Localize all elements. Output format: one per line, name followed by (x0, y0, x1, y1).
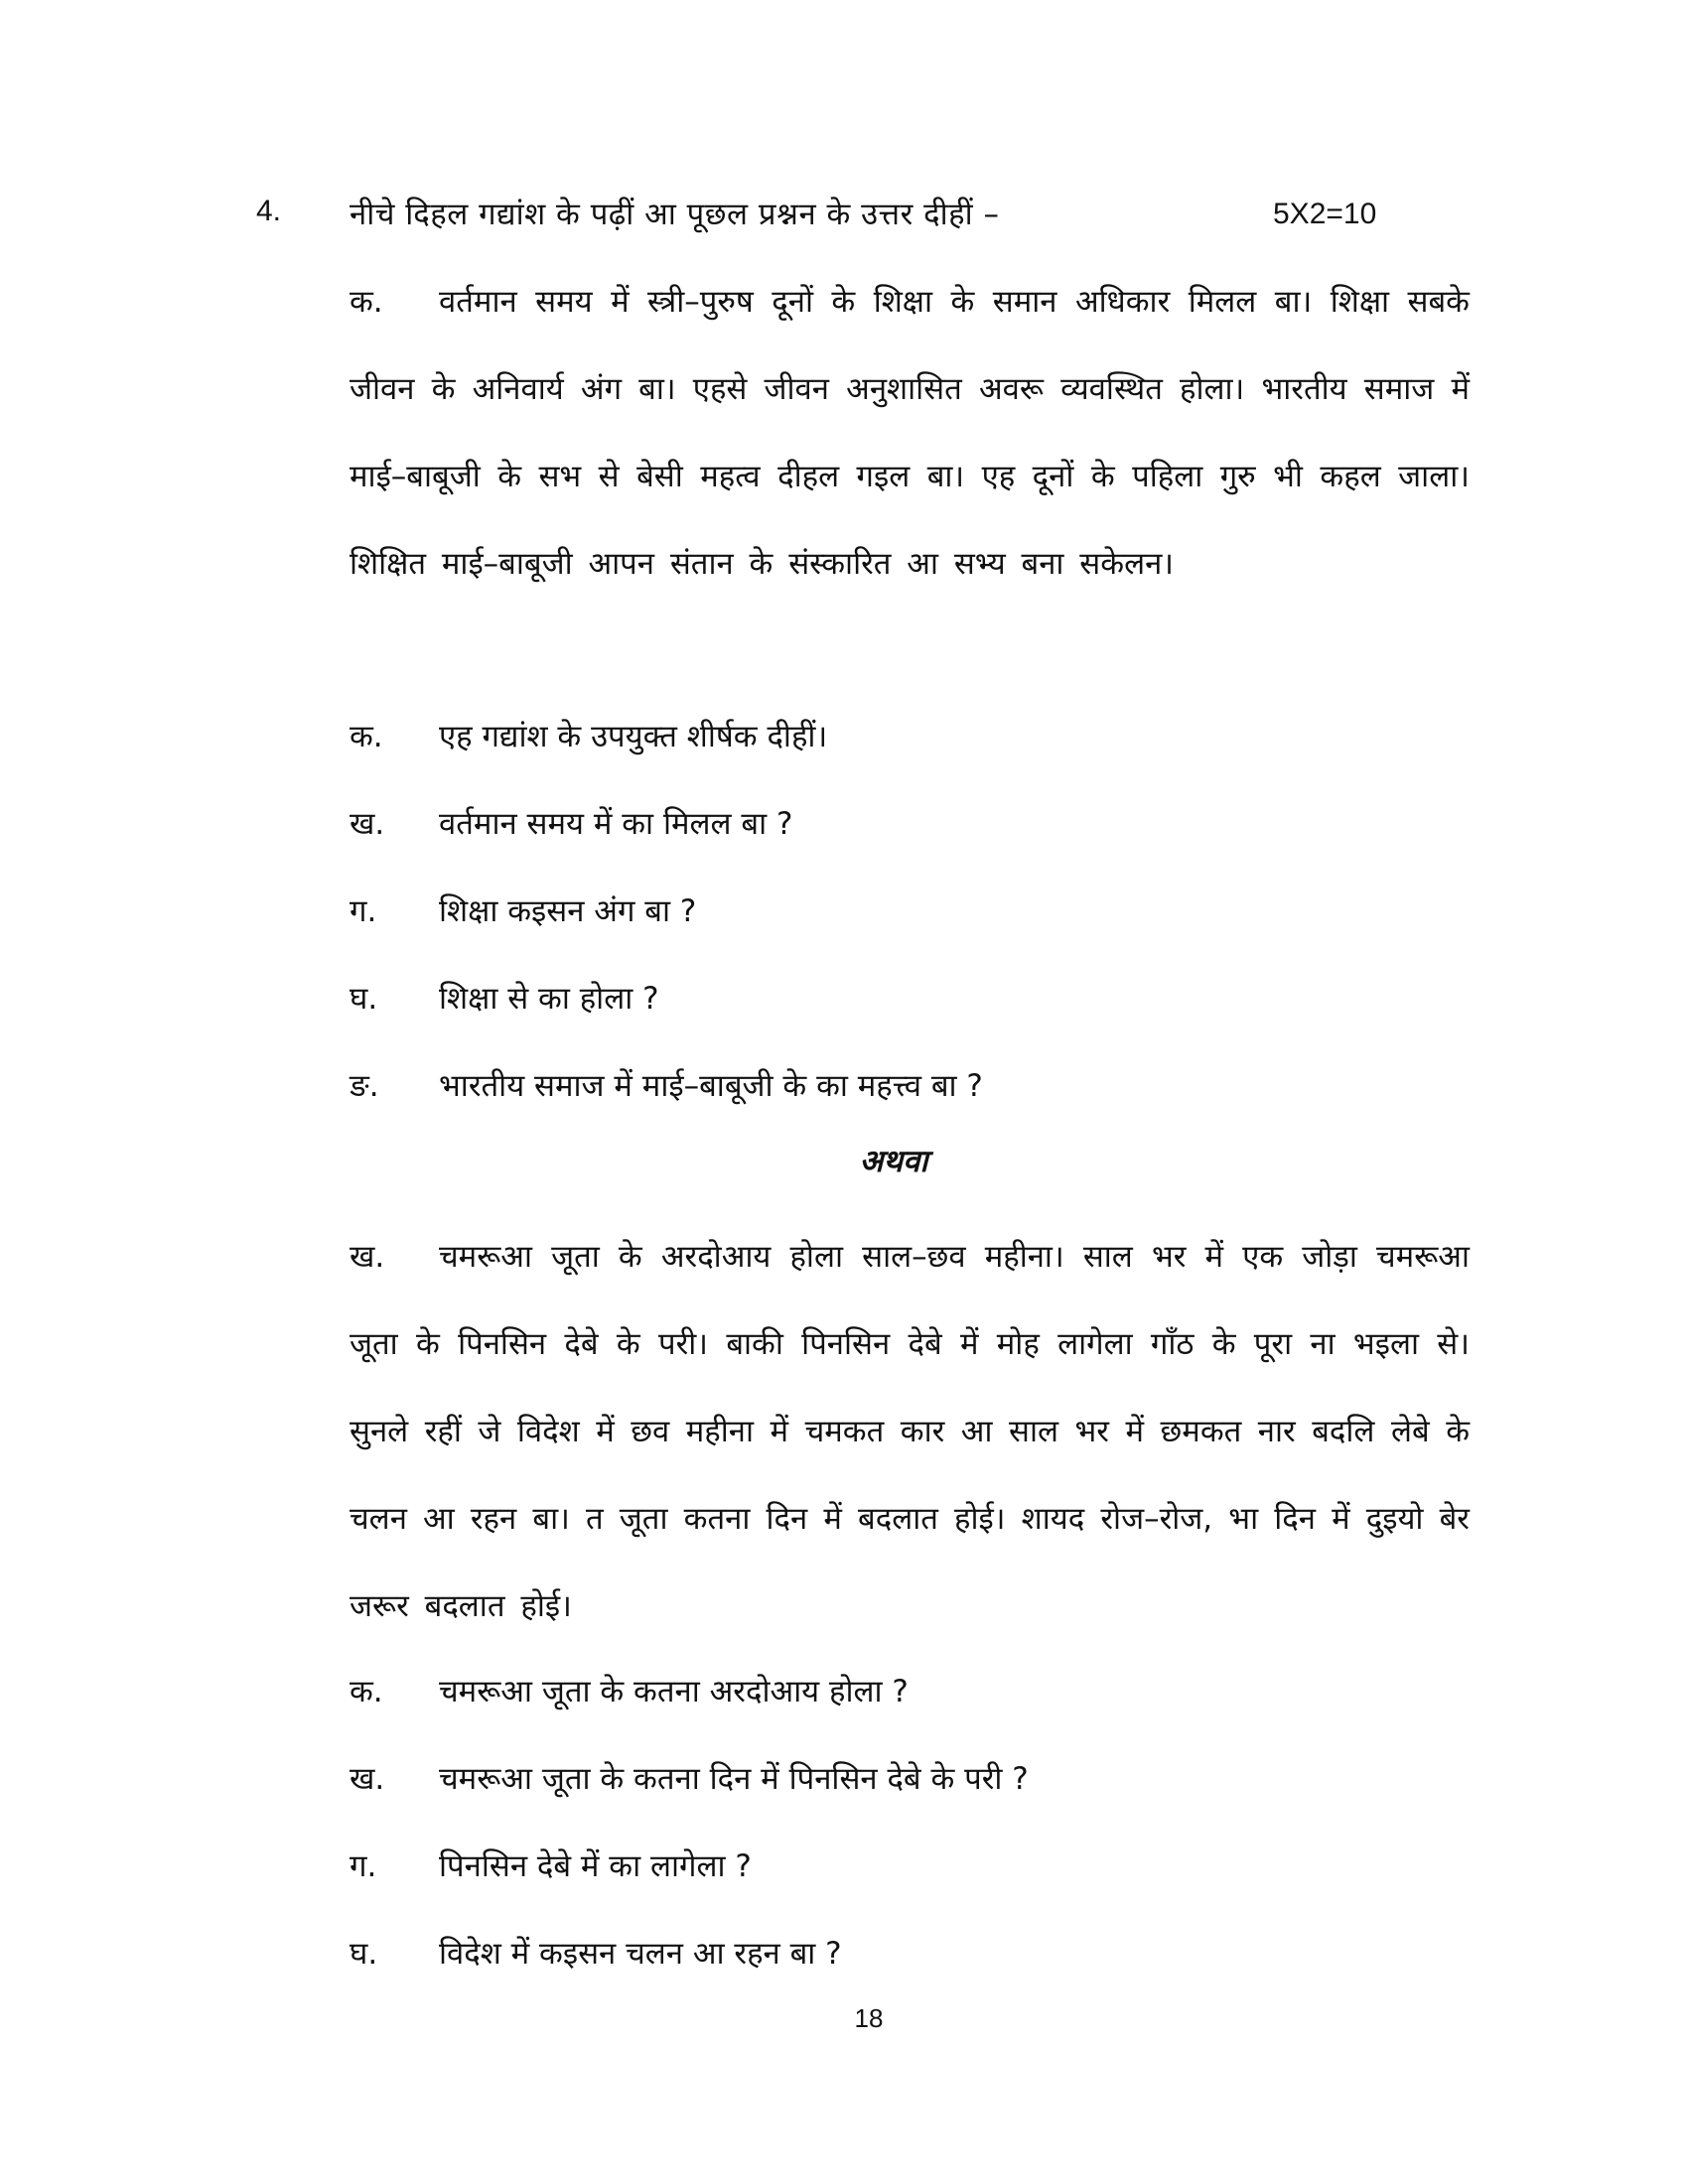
question-text: शिक्षा से का होला ? (439, 981, 659, 1017)
passage-b-question-list (350, 1648, 1029, 1997)
question-text: भारतीय समाज में माई–बाबूजी के का महत्त्व बा ? (439, 1068, 983, 1104)
question-label: ख. (350, 1761, 385, 1797)
question-label: क. (350, 719, 383, 754)
passage-a-text: वर्तमान समय में स्त्री–पुरुष दूनों के शिक्षा के समान अधिकार मिलल बा। शिक्षा सबके जीवन के अनिवार्य अंग बा। एहसे जीवन अनुशासित अवरू व्यवस्थित होला। भारतीय समाज में माई–बाबूजी के सभ से बेसी महत्व दीहल गइल बा। एह दूनों के पहिला गुरु भी कहल जाला। शिक्षित माई–बाबूजी आपन संतान के संस्कारित आ सभ्य बना सकेलन। (350, 284, 1470, 582)
question-heading: नीचे दिहल गद्यांश के पढ़ीं आ पूछल प्रश्नन के उत्तर दीहीं – (350, 197, 1000, 232)
question-label: क. (350, 1674, 383, 1709)
or-separator: अथवा (859, 1144, 928, 1179)
passage-a-question-4 (350, 955, 983, 1042)
passage-a-question-3 (350, 868, 983, 955)
passage-b (350, 1213, 1470, 1650)
question-label: ङ. (350, 1068, 379, 1104)
passage-a-question-2 (350, 780, 983, 868)
passage-b-question-2 (350, 1735, 1029, 1823)
question-label: ग. (350, 893, 377, 929)
question-label: घ. (350, 981, 378, 1017)
question-text: शिक्षा कइसन अंग बा ? (439, 893, 697, 929)
passage-b-question-1 (350, 1648, 1029, 1735)
question-marks: 5X2=10 (1273, 198, 1377, 230)
passage-b-question-4 (350, 1910, 1029, 1997)
question-text: पिनसिन देबे में का लागेला ? (439, 1848, 752, 1884)
page-number: 18 (854, 2003, 884, 2033)
question-label: ग. (350, 1848, 377, 1884)
question-text: चमरूआ जूता के कतना दिन में पिनसिन देबे के परी ? (439, 1761, 1029, 1797)
question-label: घ. (350, 1936, 378, 1972)
passage-b-text: चमरूआ जूता के अरदोआय होला साल–छव महीना। साल भर में एक जोड़ा चमरूआ जूता के पिनसिन देबे के परी। बाकी पिनसिन देबे में मोह लागेला गाँठ के पूरा ना भइला से। सुनले रहीं जे विदेश में छव महीना में चमकत कार आ साल भर में छमकत नार बदलि लेबे के चलन आ रहन बा। त जूता कतना दिन में बदलात होई। शायद रोज–रोज, भा दिन में दुइयो बेर जरूर बदलात होई। (350, 1239, 1470, 1624)
passage-a-question-1 (350, 693, 983, 780)
question-number: 4. (256, 195, 282, 227)
passage-a (350, 258, 1470, 608)
question-text: वर्तमान समय में का मिलल बा ? (439, 806, 793, 842)
question-text: एह गद्यांश के उपयुक्त शीर्षक दीहीं। (439, 719, 828, 754)
passage-b-label: ख. (350, 1239, 385, 1275)
question-text: चमरूआ जूता के कतना अरदोआय होला ? (439, 1674, 909, 1709)
question-label: ख. (350, 806, 385, 842)
question-text: विदेश में कइसन चलन आ रहन बा ? (439, 1936, 842, 1972)
passage-a-question-list (350, 693, 983, 1130)
passage-a-label: क. (350, 284, 383, 320)
passage-b-question-3 (350, 1823, 1029, 1910)
passage-a-question-5 (350, 1042, 983, 1130)
